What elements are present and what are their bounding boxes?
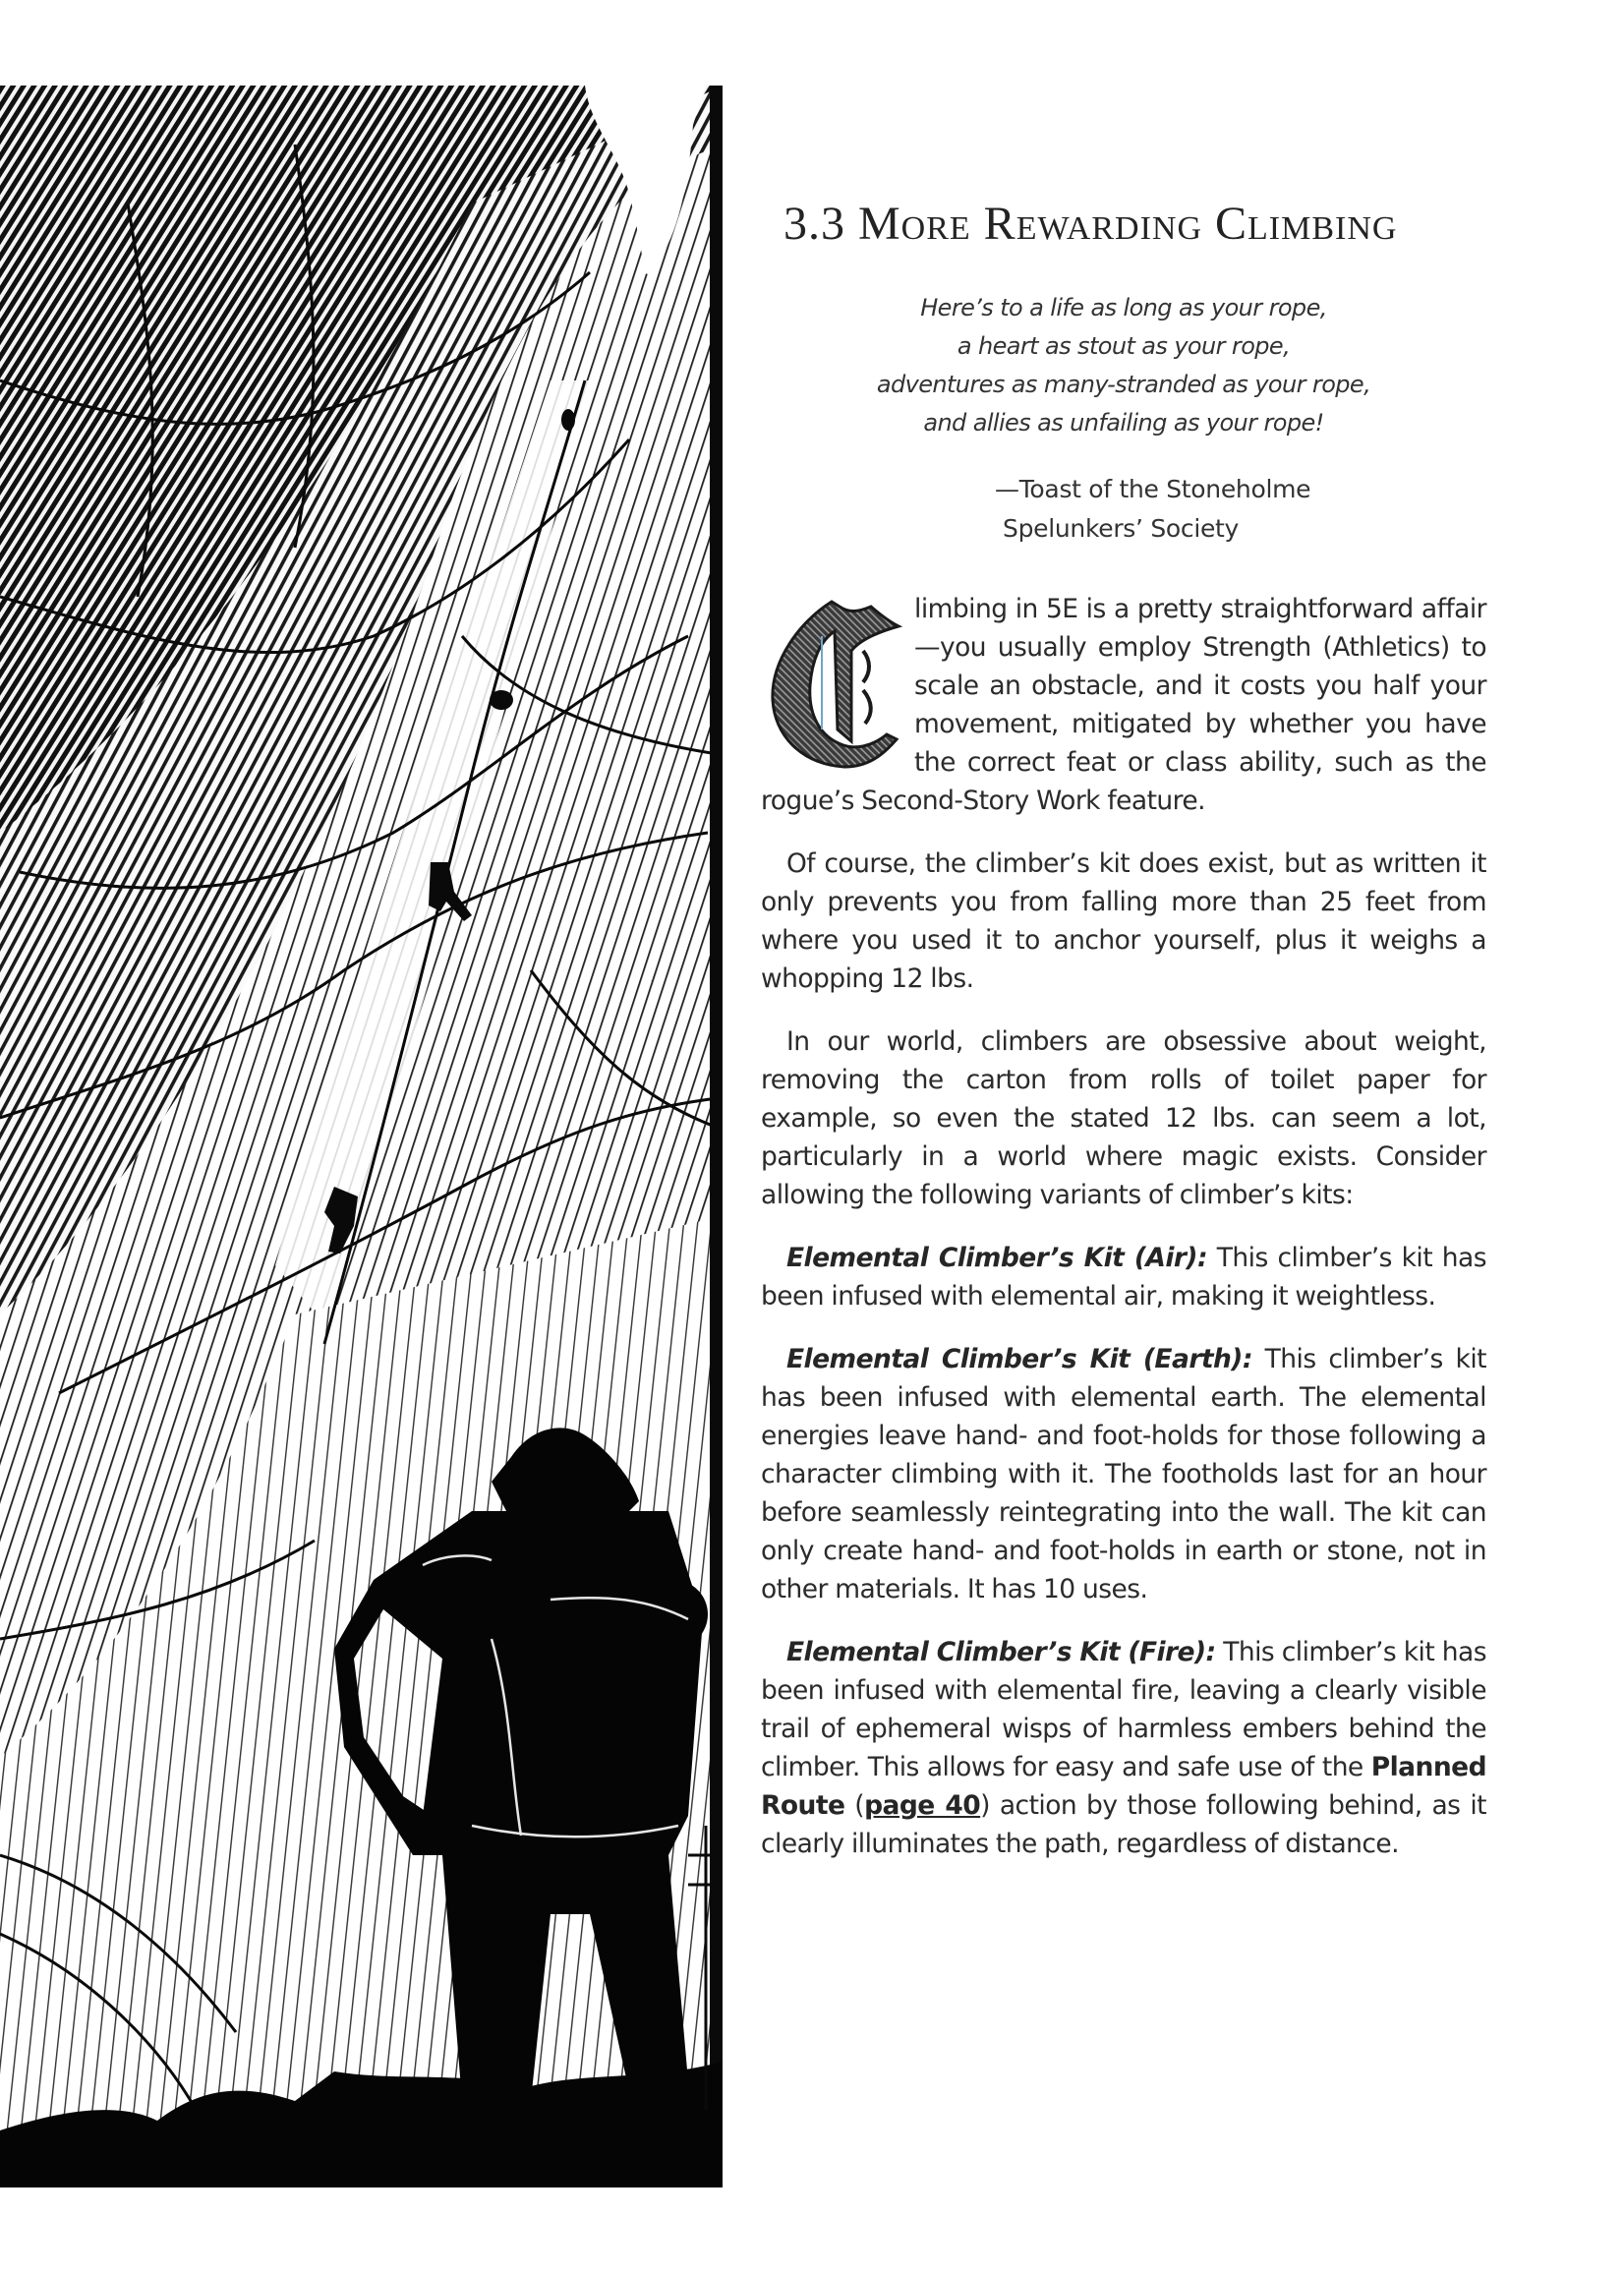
intro-paragraph (761, 590, 1486, 820)
paragraph-weight: In our world, climbers are obsessive about weight, removing the carton from rolls of toilet paper for example, so even the stated 12 lbs. can seem a lot, particularly in a world where magic exists. Consider allowing the following variants of climber’s kits: (761, 1026, 1486, 1210)
kit-name-air: Elemental Climber’s Kit (Air): (786, 1243, 1207, 1273)
attribution-line: Spelunkers’ Society (1003, 514, 1240, 543)
paragraph-climbers-kit: Of course, the climber’s kit does exist, but as written it only prevents you from falling more than 25 feet from where you used it to anchor yourself, plus it weighs a whopping 12 lbs. (761, 848, 1486, 994)
dropcap-c-icon (761, 592, 908, 771)
blackletter-c-glyph (761, 592, 908, 771)
illustration-artwork (0, 86, 723, 2187)
kit-desc-fire: This climber’s kit has been infused with elemental fire, leaving a clearly visible trail of ephemeral wisps of harmless embers behind the climber. This allows for easy and safe use of the (761, 1637, 1486, 1782)
cliff-climbing-illustration (0, 86, 723, 2187)
kit-entry-air (761, 1239, 1486, 1315)
kit-name-earth: Elemental Climber’s Kit (Earth): (786, 1344, 1252, 1374)
kit-entry-earth (761, 1340, 1486, 1608)
kit-entry-fire (761, 1633, 1486, 1863)
attribution-line: —Toast of the Stoneholme (995, 475, 1311, 503)
epigraph (761, 289, 1486, 442)
page-40-link[interactable]: page 40 (864, 1790, 981, 1821)
epigraph-line: and allies as unfailing as your rope! (923, 409, 1324, 437)
epigraph-line: Here’s to a life as long as your rope, (920, 294, 1327, 321)
kit-desc-earth: This climber’s kit has been infused with elemental earth. The elemental energies leave hand- and foot-holds for those following a character climbing with it. The footholds last for an hour before seamlessly reintegrating into the wall. The kit can only create hand- and foot-holds in earth or stone, not in other materials. It has 10 uses. (761, 1344, 1486, 1604)
kit-desc-fire-end: ) action by those following behind, as it clearly illuminates the path, regardless of distance. (761, 1790, 1486, 1859)
section-title: 3.3 More Rewarding Climbing (783, 198, 1398, 250)
kit-desc-air: This climber’s kit has been infused with elemental air, making it weightless. (761, 1243, 1486, 1312)
epigraph-line: a heart as stout as your rope, (957, 332, 1291, 360)
epigraph-attribution (995, 470, 1486, 549)
article-column (761, 177, 1486, 1863)
planned-route-action: Planned Route (761, 1752, 1486, 1821)
kit-name-fire: Elemental Climber’s Kit (Fire): (786, 1637, 1216, 1667)
intro-text: limbing in 5E is a pretty straightforward affair—you usually employ Strength (Athletics) to scale an obstacle, and it costs you half your movement, mitigated by whether you have the correct feat or class ability, such as the rogue’s Second-Story Work feature. (761, 594, 1486, 816)
epigraph-line: adventures as many-stranded as your rope, (876, 371, 1371, 398)
paren-open: ( (844, 1790, 865, 1821)
